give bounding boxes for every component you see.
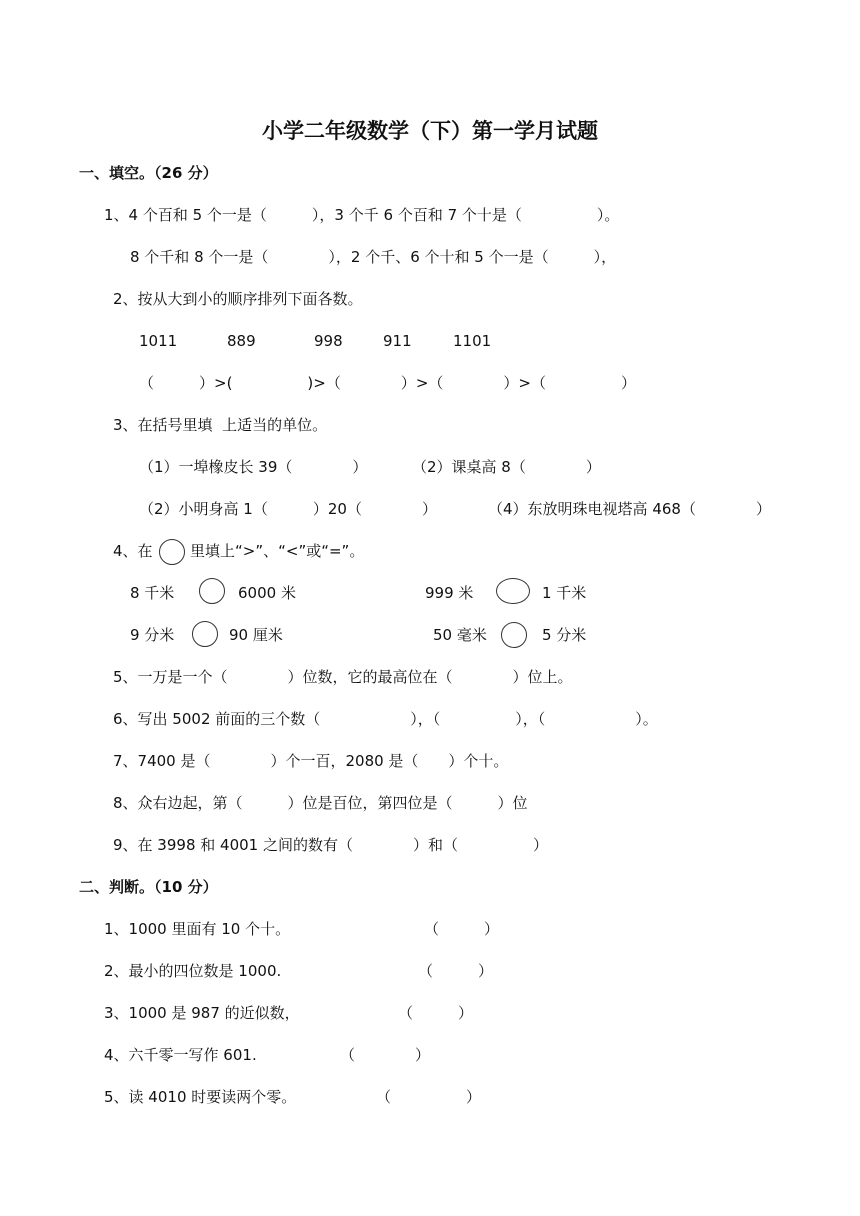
question-3-item-4: （4）东放明珠电视塔高 468（ ） — [488, 500, 771, 518]
compare-2-left: 999 米 — [425, 584, 474, 602]
question-7: 7、7400 是（ ）个一百，2080 是（ ）个十。 — [113, 752, 509, 770]
question-4-prefix: 4、在 — [113, 542, 153, 560]
compare-1-right: 6000 米 — [238, 584, 296, 602]
question-5: 5、一万是一个（ ）位数，它的最高位在（ ）位上。 — [113, 668, 573, 686]
question-2: 2、按从大到小的顺序排列下面各数。 — [113, 290, 363, 308]
judge-item-2: 2、最小的四位数是 1000. — [104, 962, 282, 980]
number-911: 911 — [383, 332, 412, 350]
number-889: 889 — [227, 332, 256, 350]
section-heading-true-false: 二、判断。（10 分） — [79, 878, 218, 896]
section-heading-fill-blanks: 一、填空。（26 分） — [79, 164, 218, 182]
judge-item-5: 5、读 4010 时要读两个零。 — [104, 1088, 297, 1106]
question-3-item-3: （2）小明身高 1（ ）20（ ） — [139, 500, 437, 518]
compare-2-right: 1 千米 — [542, 584, 587, 602]
compare-3-right: 90 厘米 — [229, 626, 283, 644]
compare-1-left: 8 千米 — [130, 584, 175, 602]
number-998: 998 — [314, 332, 343, 350]
judge-item-3: 3、1000 是 987 的近似数， — [104, 1004, 300, 1022]
page-title: 小学二年级数学（下）第一学月试题 — [262, 119, 598, 143]
question-9: 9、在 3998 和 4001 之间的数有（ ）和（ ） — [113, 836, 548, 854]
compare-4-circle[interactable] — [501, 622, 527, 648]
question-2-blanks: （ ）>( )>（ ）>（ ）>（ ） — [139, 374, 636, 392]
compare-4-left: 50 毫米 — [433, 626, 487, 644]
judge-item-1-blank: （ ） — [424, 920, 500, 938]
question-3-item-1: （1）一埠橡皮长 39（ ） — [139, 458, 368, 476]
judge-item-4-blank: （ ） — [340, 1046, 431, 1064]
compare-4-right: 5 分米 — [542, 626, 587, 644]
judge-item-3-blank: （ ） — [398, 1004, 474, 1022]
question-1-line-1: 1、4 个百和 5 个一是（ ），3 个千 6 个百和 7 个十是（ ）。 — [104, 206, 620, 224]
compare-3-circle[interactable] — [192, 621, 218, 647]
compare-3-left: 9 分米 — [130, 626, 175, 644]
question-3-item-2: （2）课桌高 8（ ） — [412, 458, 601, 476]
question-1-line-2: 8 个千和 8 个一是（ ），2 个千、6 个十和 5 个一是（ ）， — [130, 248, 617, 266]
question-8: 8、众右边起，第（ ）位是百位，第四位是（ ）位 — [113, 794, 528, 812]
question-3: 3、在括号里填 上适当的单位。 — [113, 416, 328, 434]
judge-item-1: 1、1000 里面有 10 个十。 — [104, 920, 291, 938]
number-1011: 1011 — [139, 332, 178, 350]
number-1101: 1101 — [453, 332, 492, 350]
compare-circle-icon — [159, 539, 185, 565]
judge-item-4: 4、六千零一写作 601. — [104, 1046, 257, 1064]
compare-2-circle[interactable] — [496, 578, 530, 604]
compare-1-circle[interactable] — [199, 578, 225, 604]
judge-item-2-blank: （ ） — [418, 962, 494, 980]
question-6: 6、写出 5002 前面的三个数（ ），（ ），（ ）。 — [113, 710, 658, 728]
judge-item-5-blank: （ ） — [376, 1088, 482, 1106]
question-4-suffix: 里填上“>”、“<”或“=”。 — [190, 542, 365, 560]
